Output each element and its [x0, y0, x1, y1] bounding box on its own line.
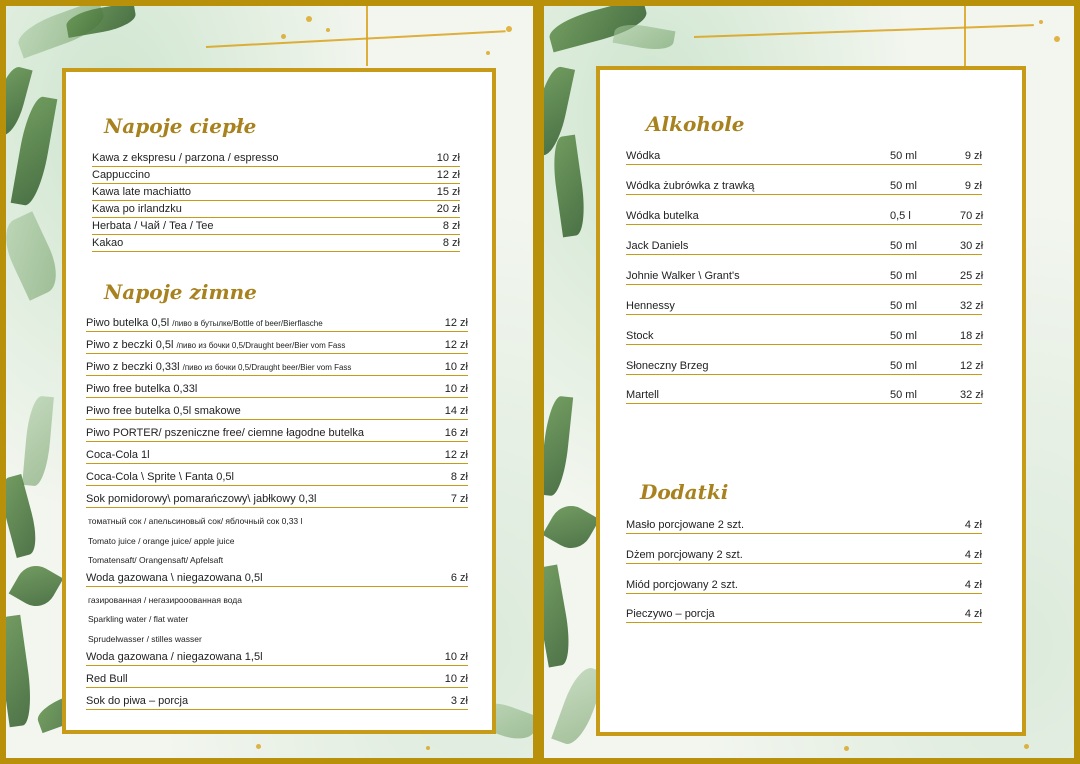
item-quantity: 50 ml — [890, 360, 917, 372]
item-name: Wódka — [626, 150, 661, 162]
item-name: Stock — [626, 330, 654, 342]
gold-speck — [844, 746, 849, 751]
item-name: Herbata / Чай / Tea / Tee — [92, 220, 214, 232]
menu-card-drinks — [62, 68, 496, 734]
gold-speck — [281, 34, 286, 39]
item-name: Piwo PORTER/ pszeniczne free/ ciemne łagodne butelka — [86, 427, 364, 439]
item-name: Miód porcjowany 2 szt. — [626, 579, 738, 591]
item-price: 16 zł — [444, 427, 468, 439]
item-price: 4 zł — [964, 549, 982, 561]
item-price: 8 zł — [442, 237, 460, 249]
menu-item — [92, 237, 460, 252]
item-quantity: 50 ml — [890, 150, 917, 162]
water-translation: Sparkling water / flat water — [88, 614, 189, 624]
item-price: 9 zł — [964, 150, 982, 162]
menu-item — [626, 180, 982, 195]
item-price: 14 zł — [444, 405, 468, 417]
item-quantity: 50 ml — [890, 270, 917, 282]
item-name: Red Bull — [86, 673, 128, 685]
menu-item — [626, 330, 982, 345]
item-name: Coca-Cola 1l — [86, 449, 150, 461]
item-name: Wódka żubrówka z trawką — [626, 180, 755, 192]
menu-item — [626, 360, 982, 375]
menu-item — [626, 608, 982, 623]
item-price: 10 zł — [444, 383, 468, 395]
item-translation: /пиво из бочки 0,5/Draught beer/Bier vom Fass — [182, 363, 352, 372]
menu-item — [626, 389, 982, 404]
item-name — [86, 361, 445, 374]
leaf-decoration — [544, 498, 600, 555]
item-name: Kawa late machiatto — [92, 186, 192, 198]
menu-item — [86, 405, 468, 420]
item-price: 9 zł — [964, 180, 982, 192]
item-price: 7 zł — [450, 493, 468, 505]
item-price: 3 zł — [450, 695, 468, 707]
item-price: 25 zł — [960, 270, 984, 282]
item-price: 8 zł — [450, 471, 468, 483]
section-title-cold-drinks: Napoje zimne — [104, 280, 257, 304]
leaf-decoration — [9, 559, 64, 614]
leaf-decoration — [22, 395, 54, 487]
menu-card-alcohol — [596, 66, 1026, 736]
menu-item — [626, 150, 982, 165]
item-price: 15 zł — [436, 186, 460, 198]
gold-speck — [506, 26, 512, 32]
item-name: Sok pomidorowy\ pomarańczowy\ jabłkowy 0,3l — [86, 493, 317, 505]
item-price: 4 zł — [964, 519, 982, 531]
menu-item — [92, 186, 460, 201]
item-name: Woda gazowana \ niegazowana 0,5l — [86, 572, 263, 584]
item-price: 10 zł — [444, 651, 468, 663]
menu-item — [86, 651, 468, 666]
item-name: Hennessy — [626, 300, 675, 312]
menu-item — [86, 361, 468, 376]
gold-line-decoration — [206, 30, 506, 48]
juice-translation: Tomatensaft/ Orangensaft/ Apfelsaft — [88, 555, 224, 565]
menu-item — [92, 169, 460, 184]
gold-line-decoration — [964, 6, 966, 66]
item-price: 4 zł — [964, 608, 982, 620]
item-quantity: 50 ml — [890, 240, 917, 252]
item-name: Cappuccino — [92, 169, 151, 181]
juice-translation: томатный сок / апельсиновый сок/ яблочный сок 0,33 l — [88, 516, 303, 526]
gold-line-decoration — [366, 6, 368, 66]
item-price: 30 zł — [960, 240, 984, 252]
item-price: 4 zł — [964, 579, 982, 591]
section-title-hot-drinks: Napoje ciepłe — [104, 114, 257, 138]
item-name: Dżem porcjowany 2 szt. — [626, 549, 743, 561]
menu-item — [92, 203, 460, 218]
menu-item — [626, 549, 982, 564]
item-price: 12 zł — [436, 169, 460, 181]
gold-speck — [256, 744, 261, 749]
item-price: 32 zł — [960, 389, 984, 401]
item-price: 6 zł — [450, 572, 468, 584]
gold-speck — [306, 16, 312, 22]
item-name: Masło porcjowane 2 szt. — [626, 519, 744, 531]
menu-item — [86, 383, 468, 398]
menu-item — [86, 317, 468, 332]
menu-item — [86, 695, 468, 710]
item-name: Martell — [626, 389, 660, 401]
item-price: 70 zł — [960, 210, 984, 222]
section-title-alcohol: Alkohole — [646, 112, 745, 136]
item-price: 12 zł — [960, 360, 984, 372]
leaf-decoration — [544, 565, 574, 668]
item-name: Woda gazowana / niegazowana 1,5l — [86, 651, 263, 663]
item-translation: /пиво в бутылке/Bottle of beer/Bierflasche — [172, 319, 323, 328]
item-name: Wódka butelka — [626, 210, 699, 222]
item-name — [86, 339, 445, 352]
menu-item — [626, 519, 982, 534]
menu-item — [626, 579, 982, 594]
menu-item — [86, 449, 468, 464]
water-translation: газированная / негазирооованная вода — [88, 595, 242, 605]
leaf-decoration — [549, 135, 589, 238]
juice-translation: Tomato juice / orange juice/ apple juice — [88, 536, 235, 546]
gold-speck — [326, 28, 330, 32]
menu-item — [626, 210, 982, 225]
water-translation: Sprudelwasser / stilles wasser — [88, 634, 202, 644]
item-name: Kawa z ekspresu / parzona / espresso — [92, 152, 279, 164]
gold-speck — [1054, 36, 1060, 42]
gold-speck — [1039, 20, 1043, 24]
menu-item — [626, 270, 982, 285]
gold-speck — [1024, 744, 1029, 749]
menu-item — [86, 673, 468, 688]
item-price: 10 zł — [444, 673, 468, 685]
leaf-decoration — [6, 474, 42, 558]
item-quantity: 50 ml — [890, 389, 917, 401]
gold-speck — [426, 746, 430, 750]
item-price: 10 zł — [444, 361, 468, 373]
item-name: Piwo free butelka 0,5l smakowe — [86, 405, 241, 417]
item-name: Pieczywo – porcja — [626, 608, 715, 620]
menu-page-left — [6, 6, 533, 758]
item-name-text: Piwo butelka 0,5l — [86, 317, 170, 329]
section-title-extras: Dodatki — [640, 480, 729, 504]
item-quantity: 50 ml — [890, 300, 917, 312]
menu-item — [86, 493, 468, 508]
menu-page-right — [544, 6, 1074, 758]
item-name: Sok do piwa – porcja — [86, 695, 189, 707]
gold-speck — [486, 51, 490, 55]
item-price: 20 zł — [436, 203, 460, 215]
menu-item — [86, 572, 468, 587]
menu-item — [92, 220, 460, 235]
item-name: Johnie Walker \ Grant's — [626, 270, 740, 282]
leaf-decoration — [544, 395, 573, 497]
item-price: 12 zł — [444, 449, 468, 461]
item-quantity: 50 ml — [890, 180, 917, 192]
item-name: Coca-Cola \ Sprite \ Fanta 0,5l — [86, 471, 234, 483]
item-price: 18 zł — [960, 330, 984, 342]
item-price: 8 zł — [442, 220, 460, 232]
item-name-text: Piwo z beczki 0,33l — [86, 361, 180, 373]
menu-item — [92, 152, 460, 167]
menu-item — [626, 300, 982, 315]
item-name — [86, 317, 445, 330]
item-name: Piwo free butelka 0,33l — [86, 383, 198, 395]
item-quantity: 0,5 l — [890, 210, 911, 222]
item-price: 10 zł — [436, 152, 460, 164]
item-name: Kakao — [92, 237, 124, 249]
item-name: Jack Daniels — [626, 240, 689, 252]
leaf-decoration — [6, 615, 36, 728]
leaf-decoration — [613, 21, 676, 53]
leaf-decoration — [6, 211, 66, 300]
item-price: 32 zł — [960, 300, 984, 312]
menu-item — [86, 471, 468, 486]
item-price: 12 zł — [444, 339, 468, 351]
menu-item — [86, 427, 468, 442]
gold-line-decoration — [694, 24, 1034, 38]
item-name: Słoneczny Brzeg — [626, 360, 709, 372]
item-translation: /пиво из бочки 0,5/Draught beer/Bier vom Fass — [176, 341, 346, 350]
item-price: 12 zł — [444, 317, 468, 329]
menu-item — [626, 240, 982, 255]
item-name-text: Piwo z beczki 0,5l — [86, 339, 174, 351]
item-quantity: 50 ml — [890, 330, 917, 342]
item-name: Kawa po irlandzku — [92, 203, 182, 215]
menu-item — [86, 339, 468, 354]
